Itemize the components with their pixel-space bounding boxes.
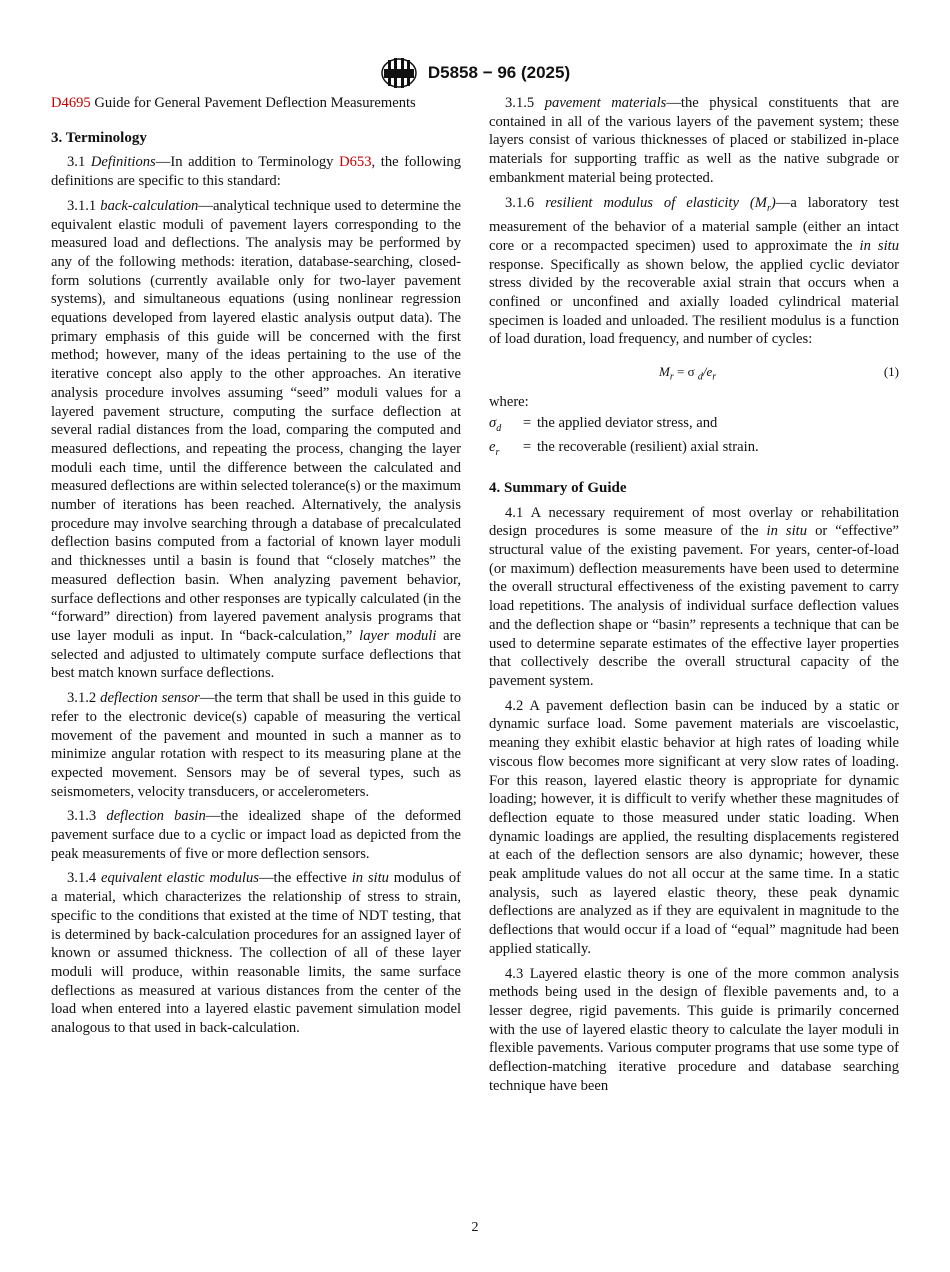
- equation-formula: $M_r = \sigma$ $_d/e_r$: [659, 364, 717, 383]
- page-header: [0, 56, 950, 90]
- section-4-heading: 4. Summary of Guide: [489, 479, 627, 496]
- astm-logo-icon: [380, 56, 418, 90]
- paragraph-3-1-2: 3.1.2 deflection sensor—the term that shall be used in this guide to refer to the electronic device(s) capable of measuring the vertical movement of the pavement and mounted in such a manner as to minimize angular rotation with respect to its measuring plane at the expected movement. Sensors may be of several types, such as seismometers, velocity transducers, or accelerometers.: [51, 690, 461, 800]
- equation-number: (1): [883, 364, 899, 380]
- where-label: where:: [489, 394, 529, 411]
- equation-1: [489, 361, 899, 383]
- document-title: D5858 − 96 (2025): [427, 63, 571, 82]
- reference-code-link[interactable]: D4695: [51, 95, 91, 111]
- paragraph-3-1-3: 3.1.3 deflection basin—the idealized shape of the deformed pavement surface due to a cyclic or impact load as depicted from the peak measurements of five or more deflection sensors.: [51, 808, 461, 862]
- reference-d4695: D4695 Guide for General Pavement Deflection Measurements: [51, 95, 416, 111]
- paragraph-4-3: 4.3 Layered elastic theory is one of the more common analysis methods being used in the design of flexible pavements and, to a lesser degree, rigid pavements. This guide is primarily concerned with the use of layered elastic theory to calculate the layer moduli in flexible pavements. Various computer programs that use some type of deflection-matching iterative procedure and database searching technique have been: [489, 965, 900, 1094]
- right-column: [489, 94, 899, 1101]
- paragraph-4-2: 4.2 A pavement deflection basin can be induced by a static or dynamic surface load. Some pavement materials are viscoelastic, meaning they exhibit elastic behavior at high rates of loading while viscous flow becomes more significant at very slow rates of loading. For this reason, layered elastic theory is appropriate for dynamic loading; however, it is difficult to verify whether these magnitudes of deflection equate to those measured under static loading. When dynamic loadings are applied, the resulting displacements registered at each of the deflection sensors are also dynamic; however, these peak amplitude values do not all occur at the same time. In a static analysis, such as layered elastic theory, these peak dynamic deflections are analyzed as if they are equivalent in magnitude to the deflections that would occur if a load of “equal” magnitude had been applied statically.: [489, 697, 899, 957]
- paragraph-3-1-6: 3.1.6 resilient modulus of elasticity $(M_r)—a$ laboratory test measurement of the behavior of a material sample (either an intact core or a recompacted specimen) used to approximate the in situ response. Specifically as shown below, the applied cyclic deviator stress divided by the recoverable axial strain that occurs when a confined or unconfined and axially loaded cylindrical material specimen is loaded and unloaded. The resilient modulus is a function of load duration, load frequency, and number of cycles:: [489, 194, 899, 348]
- left-column: [51, 94, 461, 1044]
- page-number: 2: [471, 1220, 479, 1235]
- paragraph-3-1-5: 3.1.5 pavement materials—the physical constituents that are contained in all of the various layers of the pavement system; these layers consist of various thicknesses of placed or stabilized in-place materials for supporting traffic as well as the native subgrade or embankment material being protected.: [489, 95, 899, 186]
- variable-definition: $e_r$ = the recoverable (resilient) axial strain.: [489, 439, 759, 459]
- d653-link[interactable]: D653: [339, 154, 372, 171]
- variable-definition: $\sigma_d$ = the applied deviator stress, and: [489, 414, 718, 434]
- paragraph-3-1-1: 3.1.1 back-calculation—analytical technique used to determine the equivalent elastic moduli of pavement layers corresponding to the measured load and deflections. The analysis may be performed by any of the following methods: iteration, database-searching, closed-form solutions (currently available only for two-layer pavement systems), and simultaneous equations (using nonlinear regression equations developed from layered elastic analysis output data). The primary emphasis of this guide will be concerned with the first method; however, many of the ideas pertaining to the use of the iterative concept also apply to the other approaches. An iterative analysis procedure involves assuming “seed” moduli values for a layered pavement structure, computing the surface deflection at several radial distances from the load, comparing the computed and measured deflections, and repeating the process, changing the layer moduli each time, until the difference between the calculated and measured deflections are within selected tolerance(s) or the maximum number of iterations has been reached. Alternatively, the analysis procedure may involve searching through a database of precalculated deflection basins computed from a factorial of known layer moduli and thicknesses until a basin is found that “closely matches” the measured deflection basin. When analyzing pavement behavior, surface deflections and other responses are typically calculated (in the “forward” direction) from layered pavement analysis programs that use layer moduli as input. In “back-calculation,” layer moduli are selected and adjusted to ultimately compute surface deflections that best match known surface deflections.: [51, 197, 461, 682]
- paragraph-3-1-4: 3.1.4 equivalent elastic modulus—the effective in situ modulus of a material, which characterizes the relationship of stress to strain, specific to the conditions that existed at the time of NDT testing, that is determined by back-calculation procedures for an assigned layer of known or assumed thickness. The collection of all of these layer moduli will produce, within reasonable limits, the same surface deflections as measured at various distances from the center of the load when entered into a layered elastic pavement simulation model analogous to that used in back-calculation.: [51, 870, 461, 1037]
- paragraph-3-1: 3.1 Definitions—In addition to Terminology D653, the following definitions are specific to this standard:: [51, 154, 462, 190]
- paragraph-4-1: 4.1 A necessary requirement of most overlay or rehabilitation design procedures is some measure of the in situ or “effective” structural value of the existing pavement. For years, center-of-load (or maximum) deflection measurements have been used to determine the overall structural effectiveness of the existing pavement to carry load repetitions. The analysis of individual surface deflection values and the deflection shape or “basin” represents a technique that can be used to determine separate estimates of the effective layer properties that collectively describe the overall structural capacity of the pavement system.: [489, 504, 899, 689]
- section-3-heading: 3. Terminology: [51, 129, 147, 146]
